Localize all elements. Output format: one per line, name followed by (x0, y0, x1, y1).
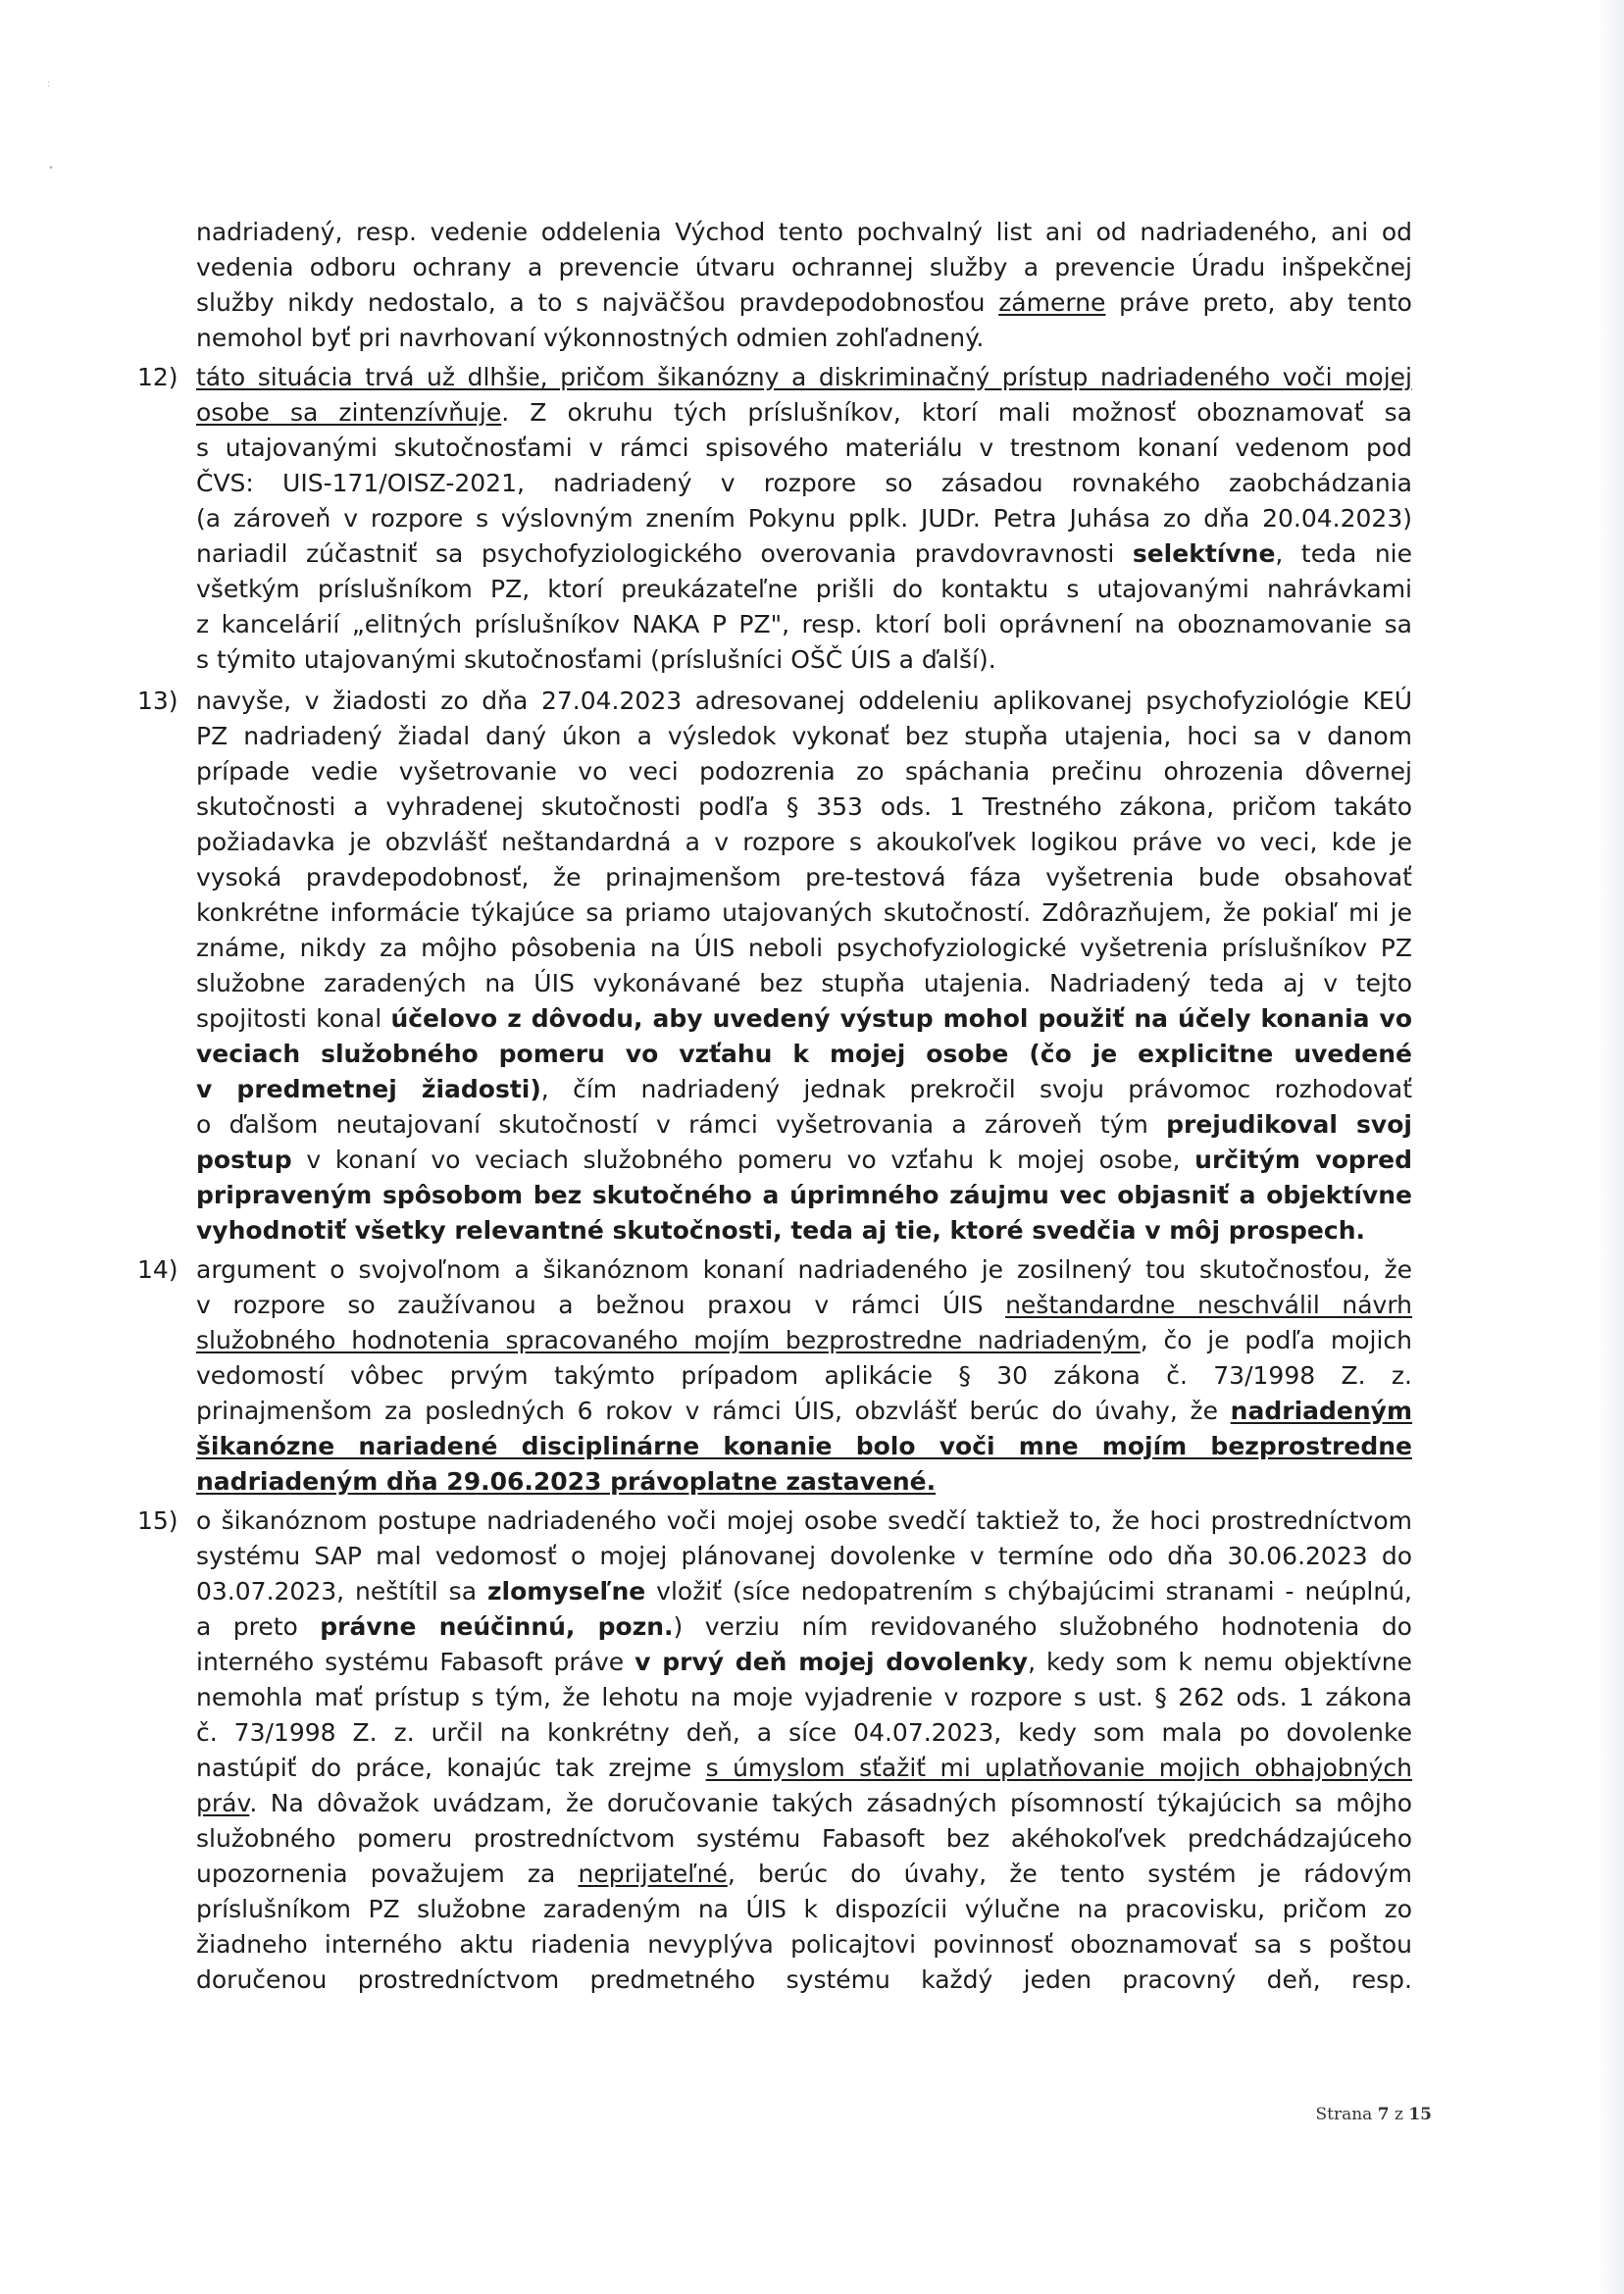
text-line (196, 1752, 1412, 1785)
text-segment: o ďalšom neutajovaní skutočností v rámci vyšetrovania a zároveň tým (196, 1110, 1167, 1139)
scan-speck: • (48, 163, 54, 174)
text-line (196, 286, 1412, 320)
text-segment: interného systému Fabasoft práve (196, 1648, 635, 1676)
underlined-text: s úmyslom sťažiť mi uplatňovanie mojich obhajobných (705, 1754, 1413, 1782)
text-line (196, 1359, 1412, 1393)
bold-text: vyhodnotiť všetky relevantné skutočnosti, teda aj tie, ktoré svedčia v môj prospech. (196, 1216, 1365, 1245)
text-line (196, 1681, 1412, 1714)
text-line (196, 502, 1412, 535)
text-line (196, 1610, 1412, 1644)
text-segment: argument o svojvoľnom a šikanóznom konaní nadriadeného je zosilnený tou skutočnosťou, že (196, 1255, 1412, 1284)
text-segment: skutočnosti a vyhradenej skutočnosti podľa § 353 ods. 1 Trestného zákona, pričom takáto (196, 792, 1412, 821)
bold-text: určitým vopred (1194, 1146, 1412, 1174)
text-segment: žiadneho interného aktu riadenia nevyplýva policajtovi povinnosť oboznamovať sa s poštou (196, 1930, 1412, 1959)
text-line (196, 537, 1412, 571)
text-line (196, 1646, 1412, 1679)
text-segment: vedenia odboru ochrany a prevencie útvaru ochrannej služby a prevencie Úradu inšpekčnej (196, 253, 1412, 281)
scan-speck: : (47, 78, 51, 89)
text-line (196, 932, 1412, 965)
text-line (196, 1108, 1412, 1142)
page-total: 15 (1408, 2105, 1432, 2124)
page-separator: z (1389, 2105, 1409, 2124)
text-segment: , teda nie (1275, 539, 1413, 568)
text-line (196, 1504, 1412, 1538)
text-line (196, 1893, 1412, 1926)
bold-text: v predmetnej žiadosti) (196, 1075, 541, 1103)
text-segment: z kancelárií „elitných príslušníkov NAKA P PZ", resp. ktorí boli oprávnení na oboznamovanie sa (196, 610, 1412, 638)
list-item-number: 15) (137, 1506, 178, 1535)
text-line (196, 826, 1412, 859)
text-segment: nemohol byť pri navrhovaní výkonnostných odmien zohľadnený. (196, 324, 985, 352)
text-line (196, 967, 1412, 1000)
bold-text: veciach služobného pomeru vo vzťahu k mojej osobe (čo je explicitne uvedené (196, 1040, 1412, 1068)
text-line (196, 896, 1412, 930)
text-segment: navyše, v žiadosti zo dňa 27.04.2023 adresovanej oddeleniu aplikovanej psychofyziológie KEÚ (196, 687, 1412, 715)
text-line (196, 1002, 1412, 1036)
text-segment: služby nikdy nedostalo, a to s najväčšou pravdepodobnosťou (196, 288, 999, 317)
bold-text: právne neúčinnú, pozn. (320, 1612, 674, 1641)
underlined-text: služobného hodnotenia spracovaného mojím bezprostredne nadriadeným (196, 1326, 1141, 1354)
underlined-text: táto situácia trvá už dlhšie, pričom šikanózny a diskriminačný prístup nadriadeného voči mojej (196, 363, 1412, 391)
text-segment: , berúc do úvahy, že tento systém je rádovým (727, 1860, 1412, 1888)
text-line (196, 1324, 1412, 1357)
underlined-text: práv (196, 1789, 250, 1817)
text-line (196, 1253, 1412, 1287)
text-segment: (a zároveň v rozpore s výslovným znením Pokynu pplk. JUDr. Petra Juhása zo dňa 20.04.2023) (196, 504, 1412, 533)
text-segment: PZ nadriadený žiadal daný úkon a výsledok vykonať bez stupňa utajenia, hoci sa v danom (196, 722, 1412, 750)
text-segment: nastúpiť do práce, konajúc tak zrejme (196, 1754, 706, 1782)
text-segment: o šikanóznom postupe nadriadeného voči mojej osobe svedčí taktiež to, že hoci prostredníctvom (196, 1506, 1412, 1535)
bold-text: zlomyseľne (486, 1577, 646, 1606)
text-line (196, 1214, 1412, 1248)
text-segment: známe, nikdy za môjho pôsobenia na ÚIS neboli psychofyziologické vyšetrenia príslušníkov PZ (196, 934, 1412, 962)
text-line (196, 573, 1412, 606)
text-segment: požiadavka je obzvlášť neštandardná a v rozpore s akoukoľvek logikou práve vo veci, kde je (196, 828, 1412, 856)
text-line (196, 322, 1412, 355)
text-segment: prinajmenšom za posledných 6 rokov v rámci ÚIS, obzvlášť berúc do úvahy, že (196, 1397, 1231, 1425)
text-line (196, 396, 1412, 430)
bold-underlined-text: nadriadeným (1230, 1397, 1412, 1425)
text-segment: vedomostí vôbec prvým takýmto prípadom aplikácie § 30 zákona č. 73/1998 Z. z. (196, 1361, 1412, 1390)
text-line (196, 755, 1412, 789)
text-segment: , čím nadriadený jednak prekročil svoju právomoc rozhodovať (540, 1075, 1412, 1103)
text-segment: nariadil zúčastniť sa psychofyziologického overovania pravdovravnosti (196, 539, 1133, 568)
text-line (196, 1540, 1412, 1573)
text-segment: s utajovanými skutočnosťami v rámci spisového materiálu v trestnom konaní vedenom pod (196, 433, 1412, 462)
text-segment: č. 73/1998 Z. z. určil na konkrétny deň, a síce 04.07.2023, kedy som mala po dovolenke (196, 1718, 1412, 1747)
text-line (196, 1858, 1412, 1891)
text-segment: s týmito utajovanými skutočnosťami (príslušníci OŠČ ÚIS a ďalší). (196, 645, 996, 674)
bold-text: v prvý deň mojej dovolenky (634, 1648, 1029, 1676)
text-segment: upozornenia považujem za (196, 1860, 579, 1888)
text-line (196, 1465, 1412, 1499)
text-segment: služobne zaradených na ÚIS vykonávané bez stupňa utajenia. Nadriadený teda aj v tejto (196, 969, 1412, 997)
page-label: Strana (1315, 2105, 1378, 2124)
text-segment: . Na dôvažok uvádzam, že doručovanie takých zásadných písomností týkajúcich sa môjho (249, 1789, 1412, 1817)
text-line (196, 1787, 1412, 1820)
text-segment: , kedy som k nemu objektívne (1028, 1648, 1412, 1676)
underlined-text: osobe sa zintenzívňuje (196, 398, 502, 427)
text-line (196, 1038, 1412, 1071)
bold-underlined-text: šikanózne nariadené disciplinárne konanie bolo voči mne mojím bezprostredne (196, 1432, 1412, 1460)
text-segment: , čo je podľa mojich (1140, 1326, 1412, 1354)
bold-text: postup (196, 1146, 292, 1174)
text-segment: konkrétne informácie týkajúce sa priamo utajovaných skutočností. Zdôrazňujem, že pokiaľ mi je (196, 898, 1412, 927)
underlined-text: neprijateľné (578, 1860, 728, 1888)
page-number (1315, 2105, 1432, 2124)
text-line (196, 1822, 1412, 1856)
text-segment: prípade vedie vyšetrovanie vo veci podozrenia zo spáchania prečinu ohrozenia dôvernej (196, 757, 1412, 786)
text-line (196, 432, 1412, 465)
text-line (196, 1575, 1412, 1608)
underlined-text: neštandardne neschválil návrh (1005, 1291, 1413, 1319)
text-segment: príslušníkom PZ služobne zaradeným na ÚIS k dispozícii výlučne na pracovisku, pričom zo (196, 1895, 1412, 1923)
text-line (196, 1289, 1412, 1322)
text-segment: ) verziu ním revidovaného služobného hodnotenia do (673, 1612, 1412, 1641)
text-line (196, 1179, 1412, 1212)
text-segment: v konaní vo veciach služobného pomeru vo vzťahu k mojej osobe, (291, 1146, 1195, 1174)
text-segment: doručenou prostredníctvom predmetného systému každý jeden pracovný deň, resp. (196, 1965, 1412, 1994)
text-line (196, 1430, 1412, 1463)
text-line (196, 467, 1412, 500)
text-segment: vysoká pravdepodobnosť, že prinajmenšom pre-testová fáza vyšetrenia bude obsahovať (196, 863, 1412, 892)
text-line (196, 643, 1412, 677)
text-segment: . Z okruhu tých príslušníkov, ktorí mali možnosť oboznamovať sa (501, 398, 1412, 427)
text-segment: všetkým príslušníkom PZ, ktorí preukázateľne prišli do kontaktu s utajovanými nahrávkami (196, 575, 1412, 603)
text-line (196, 216, 1412, 249)
text-segment: a preto (196, 1612, 321, 1641)
text-line (196, 790, 1412, 824)
bold-text: prejudikoval svoj (1166, 1110, 1412, 1139)
page-current: 7 (1377, 2105, 1390, 2124)
text-segment: spojitosti konal (196, 1004, 391, 1033)
list-item-number: 14) (137, 1255, 178, 1284)
text-line (196, 1928, 1412, 1962)
text-line (196, 720, 1412, 753)
bold-underlined-text: nadriadeným dňa 29.06.2023 právoplatne zastavené. (196, 1467, 937, 1496)
text-line (196, 608, 1412, 641)
bold-text: selektívne (1132, 539, 1276, 568)
bold-text: účelovo z dôvodu, aby uvedený výstup mohol použiť na účely konania vo (390, 1004, 1412, 1033)
text-segment: systému SAP mal vedomosť o mojej plánovanej dovolenke v termíne odo dňa 30.06.2023 do (196, 1542, 1412, 1570)
underlined-text: zámerne (998, 288, 1106, 317)
text-segment: ČVS: UIS-171/OISZ-2021, nadriadený v rozpore so zásadou rovnakého zaobchádzania (196, 469, 1412, 497)
text-segment: práve preto, aby tento (1105, 288, 1412, 317)
list-item-number: 12) (137, 363, 178, 391)
text-segment: vložiť (síce nedopatrením s chýbajúcimi stranami - neúplnú, (645, 1577, 1413, 1606)
scan-edge-shadow (1597, 0, 1624, 2294)
text-line (196, 1144, 1412, 1177)
text-line (196, 1716, 1412, 1750)
text-line (196, 1395, 1412, 1428)
text-line (196, 1073, 1412, 1106)
text-line (196, 685, 1412, 718)
text-segment: nemohla mať prístup s tým, že lehotu na moje vyjadrenie v rozpore s ust. § 262 ods. 1 zákona (196, 1683, 1412, 1711)
text-line (196, 361, 1412, 394)
text-segment: služobného pomeru prostredníctvom systému Fabasoft bez akéhokoľvek predchádzajúceho (196, 1824, 1412, 1853)
text-segment: nadriadený, resp. vedenie oddelenia Východ tento pochvalný list ani od nadriadeného, ani od (196, 218, 1412, 246)
text-line (196, 861, 1412, 894)
text-line (196, 251, 1412, 284)
text-segment: v rozpore so zaužívanou a bežnou praxou v rámci ÚIS (196, 1291, 1006, 1319)
bold-text: pripraveným spôsobom bez skutočného a úprimného záujmu vec objasniť a objektívne (196, 1181, 1412, 1209)
list-item-number: 13) (137, 687, 178, 715)
text-segment: 03.07.2023, neštítil sa (196, 1577, 487, 1606)
text-line (196, 1963, 1412, 1997)
